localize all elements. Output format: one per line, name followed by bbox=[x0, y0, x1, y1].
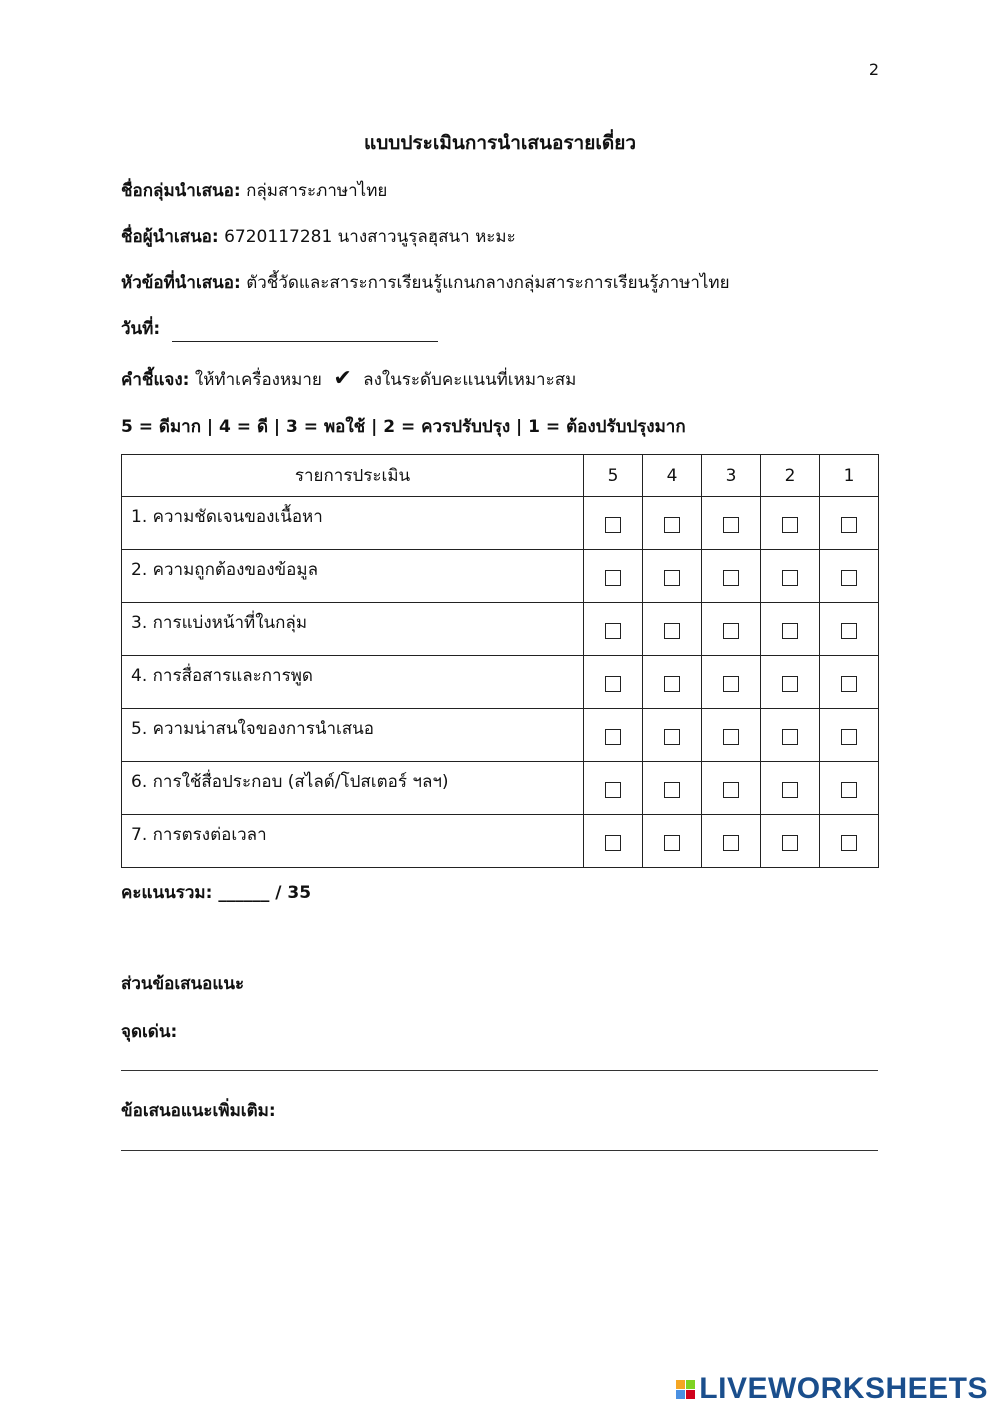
total-max: / 35 bbox=[275, 883, 312, 903]
checkbox-score-3[interactable] bbox=[723, 676, 739, 692]
header-item: รายการประเมิน bbox=[122, 455, 584, 497]
checkbox-score-2[interactable] bbox=[782, 517, 798, 533]
checkbox-score-3[interactable] bbox=[723, 835, 739, 851]
checkbox-score-1[interactable] bbox=[841, 676, 857, 692]
checkbox-score-1[interactable] bbox=[841, 570, 857, 586]
criterion-label: 7. การตรงต่อเวลา bbox=[122, 815, 584, 868]
checkbox-score-5[interactable] bbox=[605, 623, 621, 639]
checkbox-score-5[interactable] bbox=[605, 782, 621, 798]
table-row bbox=[122, 497, 879, 550]
group-label: ชื่อกลุ่มนำเสนอ: bbox=[121, 181, 241, 201]
checkbox-score-3[interactable] bbox=[723, 729, 739, 745]
instruction-text-after: ลงในระดับคะแนนที่เหมาะสม bbox=[363, 370, 577, 390]
checkbox-score-1[interactable] bbox=[841, 623, 857, 639]
instruction-label: คำชี้แจง: bbox=[121, 370, 190, 390]
total-blank[interactable]: ______ bbox=[218, 883, 270, 903]
topic-value: ตัวชี้วัดและสาระการเรียนรู้แกนกลางกลุ่มสาระการเรียนรู้ภาษาไทย bbox=[246, 273, 730, 293]
table-header-row bbox=[122, 455, 879, 497]
checkbox-score-5[interactable] bbox=[605, 570, 621, 586]
criterion-label: 4. การสื่อสารและการพูด bbox=[122, 656, 584, 709]
checkbox-score-1[interactable] bbox=[841, 729, 857, 745]
total-label: คะแนนรวม: bbox=[121, 883, 213, 903]
checkbox-score-4[interactable] bbox=[664, 835, 680, 851]
table-row bbox=[122, 550, 879, 603]
strengths-input-line[interactable] bbox=[121, 1070, 878, 1071]
strengths-label: จุดเด่น: bbox=[121, 1022, 178, 1042]
topic-label: หัวข้อที่นำเสนอ: bbox=[121, 273, 241, 293]
checkbox-score-5[interactable] bbox=[605, 835, 621, 851]
checkbox-score-2[interactable] bbox=[782, 623, 798, 639]
table-row bbox=[122, 656, 879, 709]
logo-tile bbox=[676, 1380, 685, 1389]
additional-input-line[interactable] bbox=[121, 1150, 878, 1151]
page-number: 2 bbox=[868, 60, 879, 79]
checkbox-score-4[interactable] bbox=[664, 623, 680, 639]
checkbox-score-5[interactable] bbox=[605, 517, 621, 533]
table-row bbox=[122, 815, 879, 868]
instruction-text-before: ให้ทำเครื่องหมาย bbox=[194, 370, 322, 390]
checkbox-score-2[interactable] bbox=[782, 835, 798, 851]
checkbox-score-4[interactable] bbox=[664, 782, 680, 798]
checkbox-score-2[interactable] bbox=[782, 729, 798, 745]
table-row bbox=[122, 762, 879, 815]
liveworksheets-brand bbox=[676, 1372, 988, 1406]
checkbox-score-1[interactable] bbox=[841, 517, 857, 533]
logo-tile bbox=[686, 1380, 695, 1389]
checkbox-score-4[interactable] bbox=[664, 517, 680, 533]
header-score-4: 4 bbox=[643, 455, 702, 497]
checkbox-score-5[interactable] bbox=[605, 729, 621, 745]
criterion-label: 2. ความถูกต้องของข้อมูล bbox=[122, 550, 584, 603]
date-label: วันที่: bbox=[121, 319, 161, 339]
checkbox-score-3[interactable] bbox=[723, 623, 739, 639]
scale-legend: 5 = ดีมาก | 4 = ดี | 3 = พอใช้ | 2 = ควรปรับปรุง | 1 = ต้องปรับปรุงมาก bbox=[121, 417, 686, 437]
checkbox-score-3[interactable] bbox=[723, 517, 739, 533]
brand-name: LIVEWORKSHEETS bbox=[699, 1372, 988, 1405]
checkbox-score-4[interactable] bbox=[664, 729, 680, 745]
presenter-label: ชื่อผู้นำเสนอ: bbox=[121, 227, 219, 247]
table-row bbox=[122, 603, 879, 656]
logo-tile bbox=[686, 1390, 695, 1399]
table-row bbox=[122, 709, 879, 762]
criterion-label: 1. ความชัดเจนของเนื้อหา bbox=[122, 497, 584, 550]
date-input-line[interactable] bbox=[172, 323, 438, 342]
evaluation-table bbox=[121, 454, 879, 868]
page-title: แบบประเมินการนำเสนอรายเดี่ยว bbox=[363, 132, 636, 154]
presenter-value: 6720117281 นางสาวนูรุลฮุสนา หะมะ bbox=[224, 227, 516, 247]
topic-field bbox=[121, 269, 730, 296]
checkbox-score-3[interactable] bbox=[723, 782, 739, 798]
additional-suggestions-label: ข้อเสนอแนะเพิ่มเติม: bbox=[121, 1101, 276, 1121]
header-score-1: 1 bbox=[820, 455, 879, 497]
check-mark-icon: ✔ bbox=[333, 366, 352, 391]
date-field bbox=[121, 315, 438, 342]
header-score-2: 2 bbox=[761, 455, 820, 497]
group-value: กลุ่มสาระภาษาไทย bbox=[246, 181, 388, 201]
checkbox-score-3[interactable] bbox=[723, 570, 739, 586]
criterion-label: 5. ความน่าสนใจของการนำเสนอ bbox=[122, 709, 584, 762]
logo-tile bbox=[676, 1390, 685, 1399]
criterion-label: 6. การใช้สื่อประกอบ (สไลด์/โปสเตอร์ ฯลฯ) bbox=[122, 762, 584, 815]
suggestions-heading: ส่วนข้อเสนอแนะ bbox=[121, 974, 245, 994]
instruction bbox=[121, 366, 576, 393]
criterion-label: 3. การแบ่งหน้าที่ในกลุ่ม bbox=[122, 603, 584, 656]
checkbox-score-1[interactable] bbox=[841, 782, 857, 798]
liveworksheets-logo-icon bbox=[676, 1380, 695, 1399]
checkbox-score-2[interactable] bbox=[782, 782, 798, 798]
header-score-3: 3 bbox=[702, 455, 761, 497]
checkbox-score-2[interactable] bbox=[782, 570, 798, 586]
checkbox-score-5[interactable] bbox=[605, 676, 621, 692]
total-score bbox=[121, 879, 311, 906]
presenter-field bbox=[121, 223, 516, 250]
group-field bbox=[121, 177, 387, 204]
checkbox-score-4[interactable] bbox=[664, 570, 680, 586]
checkbox-score-1[interactable] bbox=[841, 835, 857, 851]
checkbox-score-4[interactable] bbox=[664, 676, 680, 692]
header-score-5: 5 bbox=[584, 455, 643, 497]
checkbox-score-2[interactable] bbox=[782, 676, 798, 692]
